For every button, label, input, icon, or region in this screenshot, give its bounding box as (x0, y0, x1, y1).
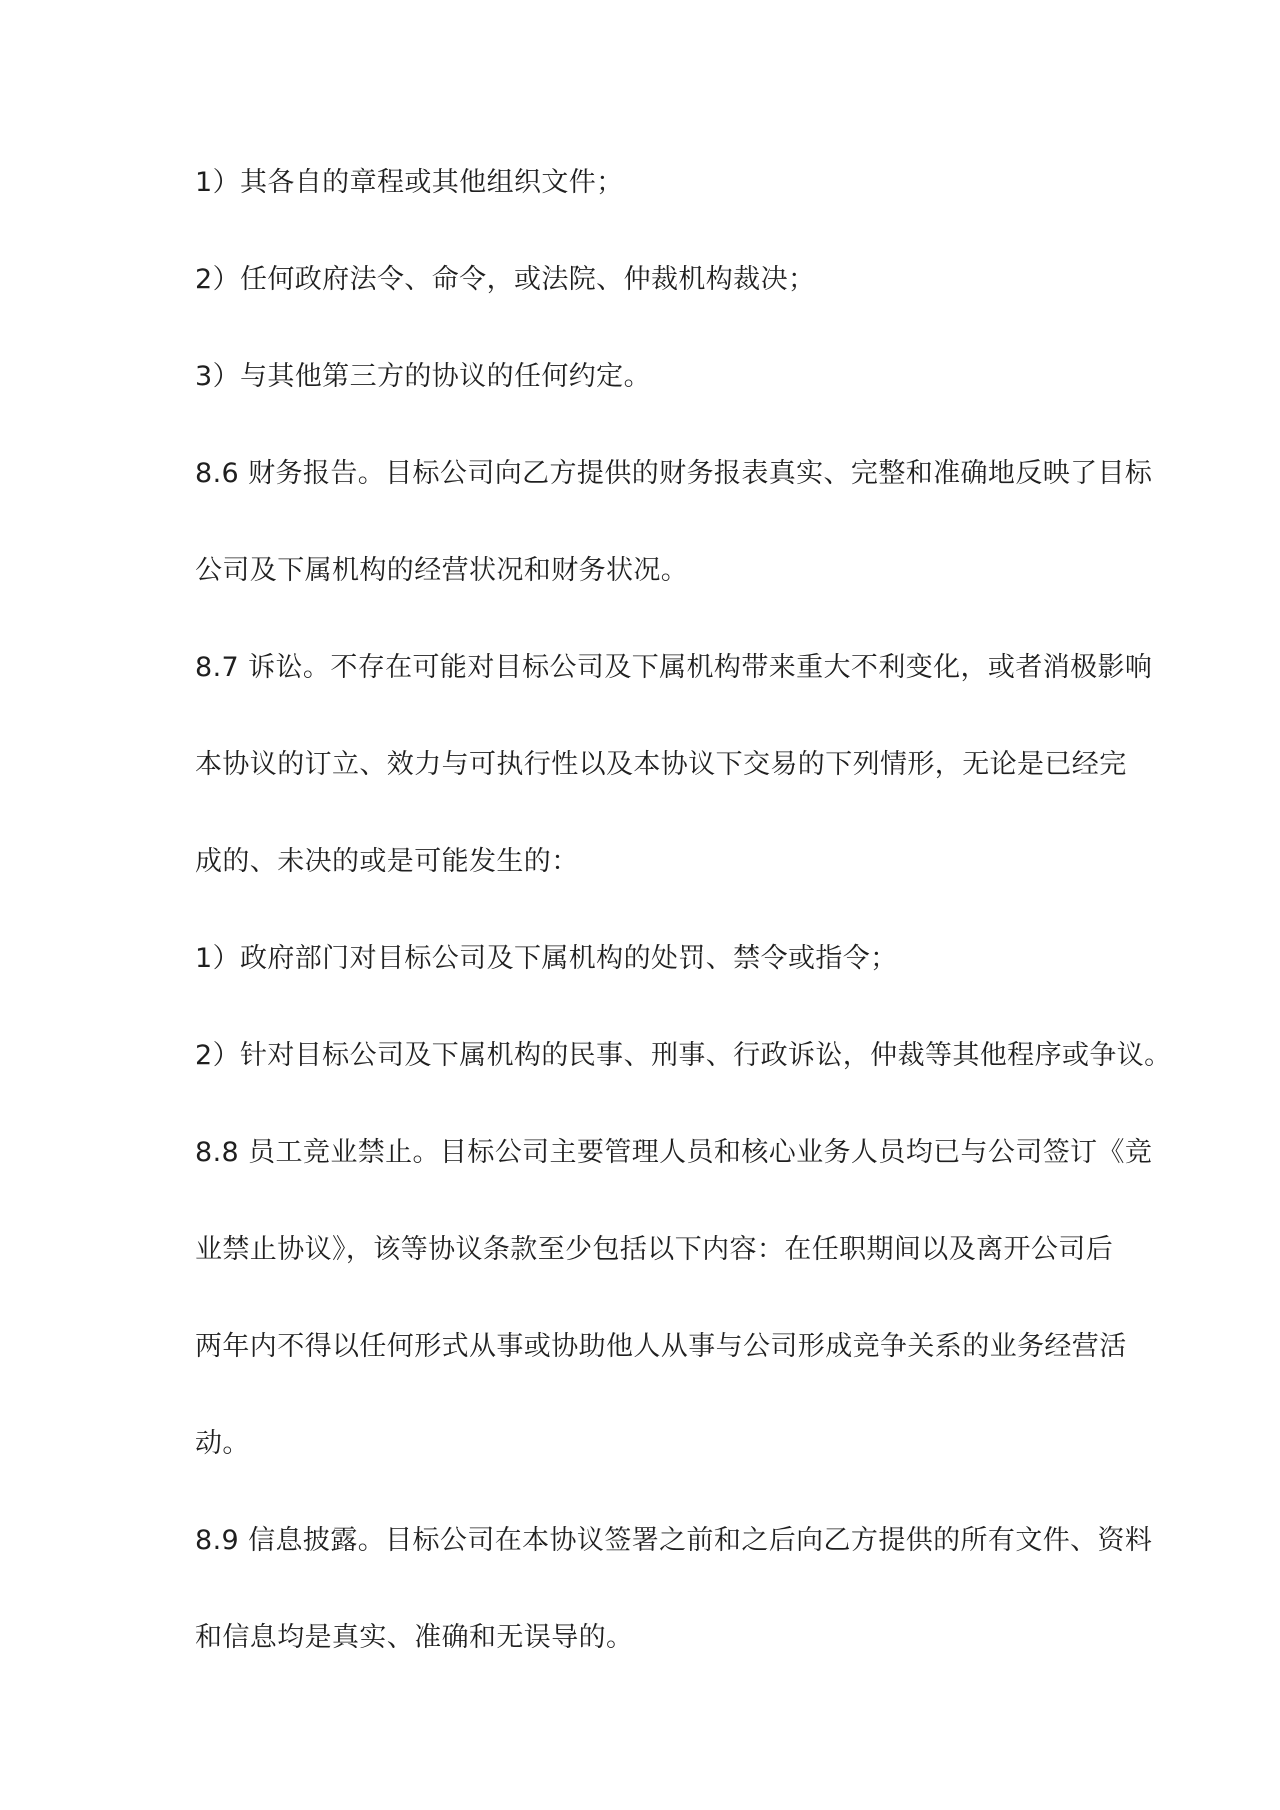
text-line: 1）其各自的章程或其他组织文件； (195, 167, 624, 198)
text-line: 8.8 员工竞业禁止。目标公司主要管理人员和核心业务人员均已与公司签订《竞 (195, 1137, 1153, 1168)
text-line: 两年内不得以任何形式从事或协助他人从事与公司形成竞争关系的业务经营活 (195, 1331, 1127, 1362)
text-line: 成的、未决的或是可能发生的： (195, 846, 579, 877)
text-line: 2）任何政府法令、命令，或法院、仲裁机构裁决； (195, 264, 816, 295)
text-line: 业禁止协议》，该等协议条款至少包括以下内容：在任职期间以及离开公司后 (195, 1234, 1114, 1265)
text-line: 3）与其他第三方的协议的任何约定。 (195, 361, 651, 392)
text-line: 8.6 财务报告。目标公司向乙方提供的财务报表真实、完整和准确地反映了目标 (195, 458, 1153, 489)
text-line: 1）政府部门对目标公司及下属机构的处罚、禁令或指令； (195, 943, 898, 974)
text-line: 公司及下属机构的经营状况和财务状况。 (195, 555, 689, 586)
text-line: 动。 (195, 1428, 250, 1459)
text-line: 2）针对目标公司及下属机构的民事、刑事、行政诉讼，仲裁等其他程序或争议。 (195, 1040, 1172, 1071)
text-line: 8.9 信息披露。目标公司在本协议签署之前和之后向乙方提供的所有文件、资料 (195, 1525, 1153, 1556)
text-line: 本协议的订立、效力与可执行性以及本协议下交易的下列情形，无论是已经完 (195, 749, 1127, 780)
text-line: 8.7 诉讼。不存在可能对目标公司及下属机构带来重大不利变化，或者消极影响 (195, 652, 1153, 683)
text-line: 和信息均是真实、准确和无误导的。 (195, 1622, 634, 1653)
